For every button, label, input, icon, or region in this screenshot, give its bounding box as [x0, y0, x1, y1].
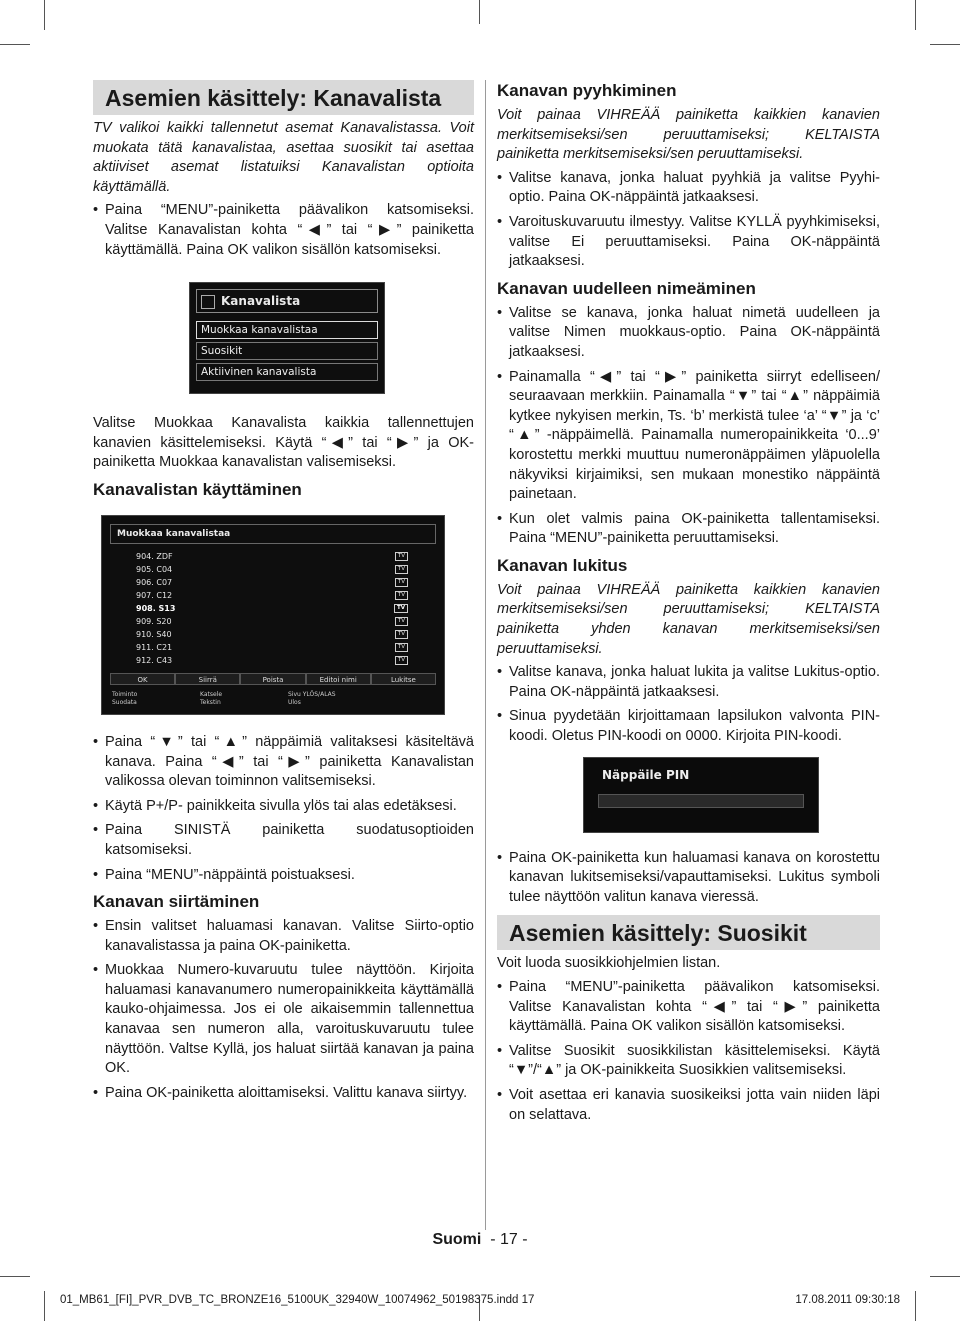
bullet-list	[93, 733, 474, 885]
kanavalista-menu-screenshot	[189, 282, 385, 394]
crop-mark	[930, 44, 960, 45]
channel-name: 904. ZDF	[136, 551, 173, 561]
left-column	[93, 80, 474, 1109]
tv-tag: TV	[395, 591, 408, 600]
pin-title: Näppäile PIN	[602, 767, 690, 782]
bullet-list	[497, 304, 880, 549]
tv-tag: TV	[395, 656, 408, 665]
channel-name: 906. C07	[136, 577, 173, 587]
bullet-list	[497, 849, 880, 908]
list-icon	[201, 295, 215, 309]
subheading-kanavalistan-kayttaminen: Kanavalistan käyttäminen	[93, 479, 302, 499]
list-item: • Muokkaa Numero-kuvaruutu tulee näyttöön. Kirjoita haluamasi kanavanumero numeropainikkeita käyttämällä kauko-ohjaimessa. Jos ei ole aikaisemmin tallennettua kanavaa sen numeron alla, varoituskuvaruutu tulee näyttöön. Valtse Kyllä, jos haluat siirtää kanavan ja paina OK.	[93, 961, 474, 1079]
subheading-uudelleen-nimeaminen: Kanavan uudelleen nimeäminen	[497, 278, 756, 298]
bullet-list	[497, 169, 880, 272]
action-editoi-nimi: Editoi nimi	[306, 673, 371, 685]
action-poista: Poista	[240, 673, 305, 685]
section-title-suosikit: Asemien käsittely: Suosikit	[497, 915, 880, 950]
help-katsele	[200, 691, 288, 707]
channel-name: 912. C43	[136, 655, 173, 665]
crop-mark	[44, 1291, 45, 1321]
pin-entry-screenshot	[583, 757, 819, 833]
channel-row	[110, 589, 436, 602]
crop-mark	[0, 1276, 30, 1277]
channel-name: 909. S20	[136, 616, 172, 626]
list-item: • Varoituskuvaruutu ilmestyy. Valitse KYLLÄ pyyhkimiseksi, valitse Ei peruuttamiseksi. Paina OK-näppäintä jatkaaksesi.	[497, 213, 880, 272]
right-column	[497, 80, 880, 1131]
list-item: • Valitse kanava, jonka haluat lukita ja valitse Lukitus-optio. Paina OK-näppäintä jatkaaksesi.	[497, 663, 880, 702]
list-item: • Valitse kanava, jonka haluat pyyhkiä ja valitse Pyyhi-optio. Paina OK-näppäintä jatkaaksesi.	[497, 169, 880, 208]
list-item: • Paina SINISTÄ painiketta suodatusoptioiden katsomiseksi.	[93, 821, 474, 860]
channel-row	[110, 654, 436, 667]
list-item: • Paina “MENU”-painiketta päävalikon katsomiseksi. Valitse Kanavalistan kohta “◀” tai “▶” painiketta käyttämällä. Paina OK valikon sisällön katsomiseksi.	[93, 201, 474, 260]
list-item: • Paina “▼” tai “▲” näppäimiä valitaksesi käsiteltävä kanava. Paina “◀” tai “▶” painiketta Kanavalistan valikossa olevan toiminnon valitsemiseksi.	[93, 733, 474, 792]
bullet-list	[93, 917, 474, 1103]
help-label: Katsele	[200, 690, 223, 698]
menu-item-suosikit: Suosikit	[196, 342, 378, 360]
crop-mark	[44, 0, 45, 30]
page-footer	[0, 1231, 960, 1249]
channel-row-selected	[110, 602, 436, 615]
menu-header	[196, 289, 378, 313]
registration-mark	[479, 0, 480, 24]
subheading-kanavan-lukitus: Kanavan lukitus	[497, 555, 628, 575]
channel-row	[110, 550, 436, 563]
print-slug	[60, 1294, 900, 1306]
list-item: • Sinua pyydetään kirjoittamaan lapsilukon valvonta PIN-koodi. Oletus PIN-koodi on 0000. Kirjoita PIN-koodi.	[497, 707, 880, 746]
tv-tag: TV	[395, 630, 408, 639]
list-item: • Ensin valitset haluamasi kanavan. Valitse Siirto-optio kanavalistassa ja paina OK-painiketta.	[93, 917, 474, 956]
crop-mark	[930, 1276, 960, 1277]
tv-tag: TV	[395, 617, 408, 626]
channel-name: 911. C21	[136, 642, 173, 652]
channel-row	[110, 576, 436, 589]
list-item: • Painamalla “◀” tai “▶” painiketta siirryt edelliseen/ seuraavaan merkkiin. Painamalla “▼” tai “▲” näppäimiä kytkee nykyisen merkin, Ts. ‘b’ merkistä tulee ‘a’ “▼” ja ‘c’ “▲” -näppäimellä. Painamalla numeropainikkeita ‘0...9’ korostettu merkki muuttuu numeronäppäimen yläpuolella näkyviksi kirjaimiksi, sen mukaan monestiko näppäintä painetaan.	[497, 368, 880, 505]
subheading-kanavan-pyyhkiminen: Kanavan pyyhkiminen	[497, 81, 677, 100]
suosikit-intro: Voit luoda suosikkiohjelmien listan.	[497, 955, 721, 972]
help-label: Ulos	[288, 698, 301, 706]
slug-datetime: 17.08.2011 09:30:18	[795, 1294, 900, 1306]
bullet-list	[93, 201, 474, 260]
list-item: • Paina “MENU”-näppäintä poistuaksesi.	[93, 866, 474, 886]
intro-paragraph: TV valikoi kaikki tallennetut asemat Kanavalistassa. Voit muokata tätä kanavalistaa, asettaa suosikit tai asettaa aktiiviset asemat listatuiksi Kanavalistan optioita käyttämällä.	[93, 120, 474, 195]
action-siirra: Siirrä	[175, 673, 240, 685]
list-item: • Käytä P+/P- painikkeita sivulla ylös tai alas edetäksesi.	[93, 797, 474, 817]
tv-tag: TV	[395, 643, 408, 652]
help-toiminto	[112, 691, 200, 707]
channel-name: 908. S13	[136, 603, 176, 613]
crop-mark	[915, 0, 916, 30]
help-sivu	[288, 691, 376, 707]
channel-name: 905. C04	[136, 564, 173, 574]
slug-filename: 01_MB61_[FI]_PVR_DVB_TC_BRONZE16_5100UK_32940W_10074962_50198375.indd 17	[60, 1294, 535, 1306]
section-title-kanavalista: Asemien käsittely: Kanavalista	[93, 80, 474, 115]
tv-tag: TV	[395, 578, 408, 587]
footer-language: Suomi	[432, 1231, 482, 1248]
channel-row	[110, 563, 436, 576]
channel-list-screenshot	[101, 515, 445, 715]
pyyhkiminen-paragraph: Voit painaa VIHREÄÄ painiketta kaikkien kanavien merkitsemiseksi/sen peruuttamiseksi; KELTAISTA painiketta merkitsemiseksi/sen peruuttamiseksi.	[497, 107, 880, 163]
bullet-list	[497, 978, 880, 1125]
action-lukitse: Lukitse	[371, 673, 436, 685]
list-item: • Voit asettaa eri kanavia suosikeiksi jotta vain niiden läpi on selattava.	[497, 1086, 880, 1125]
muokkaa-paragraph: Valitse Muokkaa Kanavalista kaikkia tallennettujen kanavien käsittelemiseksi. Käytä “◀” tai “▶” ja OK-painiketta Muokkaa kanavalistan valisemiseksi.	[93, 415, 474, 471]
channel-row	[110, 615, 436, 628]
tv-tag: TV	[395, 552, 408, 561]
list-header: Muokkaa kanavalistaa	[110, 524, 436, 544]
list-item: • Paina “MENU”-painiketta päävalikon katsomiseksi. Valitse Kanavalistan kohta “◀” tai “▶” painiketta käyttämällä. Paina OK valikon sisällön katsomiseksi.	[497, 978, 880, 1037]
list-item: • Valitse Suosikit suosikkilistan käsittelemiseksi. Käytä “▼”/“▲” ja OK-painikkeita Suosikkien valitsemiseksi.	[497, 1042, 880, 1081]
menu-item-muokkaa: Muokkaa kanavalistaa	[196, 321, 378, 339]
lukitus-paragraph: Voit painaa VIHREÄÄ painiketta kaikkien kanavien merkitsemiseksi/sen peruuttamiseksi; KELTAISTA painiketta yhden kanavan merkitsemiseksi/sen peruuttamiseksi.	[497, 581, 880, 657]
help-label: Suodata	[112, 698, 137, 706]
bullet-list	[497, 663, 880, 746]
channel-row	[110, 628, 436, 641]
crop-mark	[0, 44, 30, 45]
help-footer	[110, 691, 436, 707]
menu-title: Kanavalista	[221, 294, 301, 309]
crop-mark	[915, 1291, 916, 1321]
channel-name: 907. C12	[136, 590, 173, 600]
help-label: Toiminto	[112, 690, 138, 698]
page-number: - 17 -	[490, 1231, 528, 1248]
tv-tag: TV	[394, 604, 408, 613]
list-item: • Valitse se kanava, jonka haluat nimetä uudelleen ja valitse Nimen muokkaus-optio. Paina OK-näppäintä jatkaaksesi.	[497, 304, 880, 363]
action-ok: OK	[110, 673, 175, 685]
list-item: • Kun olet valmis paina OK-painiketta tallentamiseksi. Paina “MENU”-painiketta peruuttamiseksi.	[497, 510, 880, 549]
tv-tag: TV	[395, 565, 408, 574]
subheading-kanavan-siirtaminen: Kanavan siirtäminen	[93, 892, 260, 912]
channel-name: 910. S40	[136, 629, 172, 639]
list-item: • Paina OK-painiketta aloittamiseksi. Valittu kanava siirtyy.	[93, 1084, 474, 1104]
help-label: Tekstin	[200, 698, 221, 706]
help-label: Sivu YLÖS/ALAS	[288, 690, 336, 698]
column-divider	[485, 80, 486, 1230]
pin-input-bar	[598, 794, 804, 808]
action-bar	[110, 673, 436, 685]
list-item: • Paina OK-painiketta kun haluamasi kanava on korostettu kanavan lukitsemiseksi/vapauttamiseksi. Lukitus symboli tulee näyttöön valitun kanava vieressä.	[497, 849, 880, 908]
menu-item-aktiivinen: Aktiivinen kanavalista	[196, 363, 378, 381]
channel-row	[110, 641, 436, 654]
